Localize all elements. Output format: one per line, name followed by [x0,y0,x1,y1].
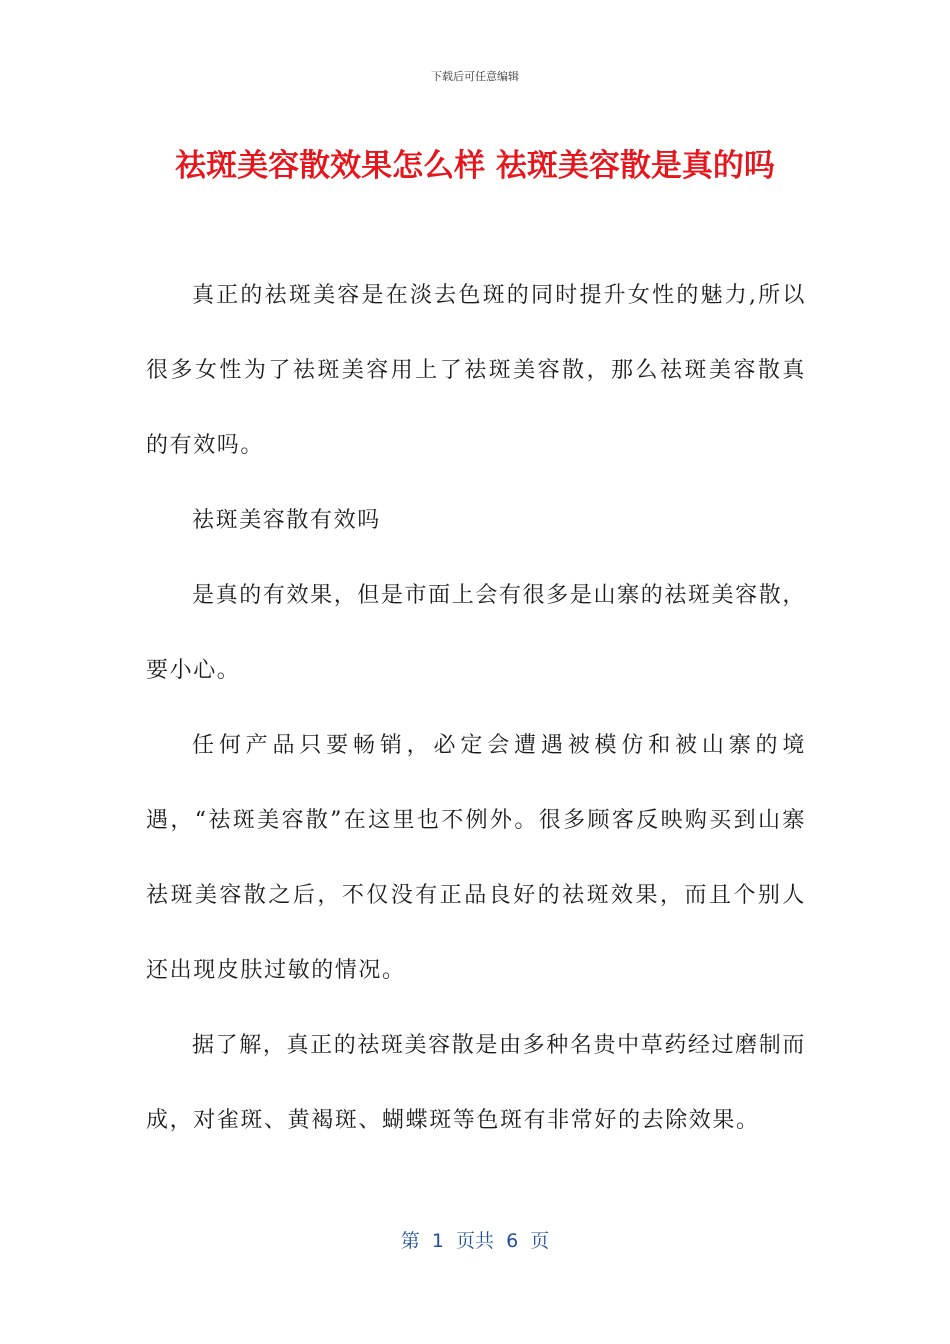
paragraph: 任何产品只要畅销，必定会遭遇被模仿和被山寨的境遇，“祛斑美容散”在这里也不例外。很多顾客反映购买到山寨祛斑美容散之后，不仅没有正品良好的祛斑效果，而且个别人还出现皮肤过敏的情况。 [146,733,806,983]
paragraph: 真正的祛斑美容是在淡去色斑的同时提升女性的魅力,所以很多女性为了祛斑美容用上了祛斑美容散，那么祛斑美容散真的有效吗。 [146,283,806,458]
header-note: 下载后可任意编辑 [431,70,519,83]
page-number: 第 1 页共 6 页 [400,1230,550,1252]
document-title: 祛斑美容散效果怎么样 祛斑美容散是真的吗 [175,148,775,184]
document-body [146,258,806,1158]
paragraph: 据了解，真正的祛斑美容散是由多种名贵中草药经过磨制而成，对雀斑、黄褐斑、蝴蝶斑等色斑有非常好的去除效果。 [146,1033,806,1133]
paragraph: 祛斑美容散有效吗 [192,508,381,533]
paragraph: 是真的有效果，但是市面上会有很多是山寨的祛斑美容散，要小心。 [146,583,806,683]
